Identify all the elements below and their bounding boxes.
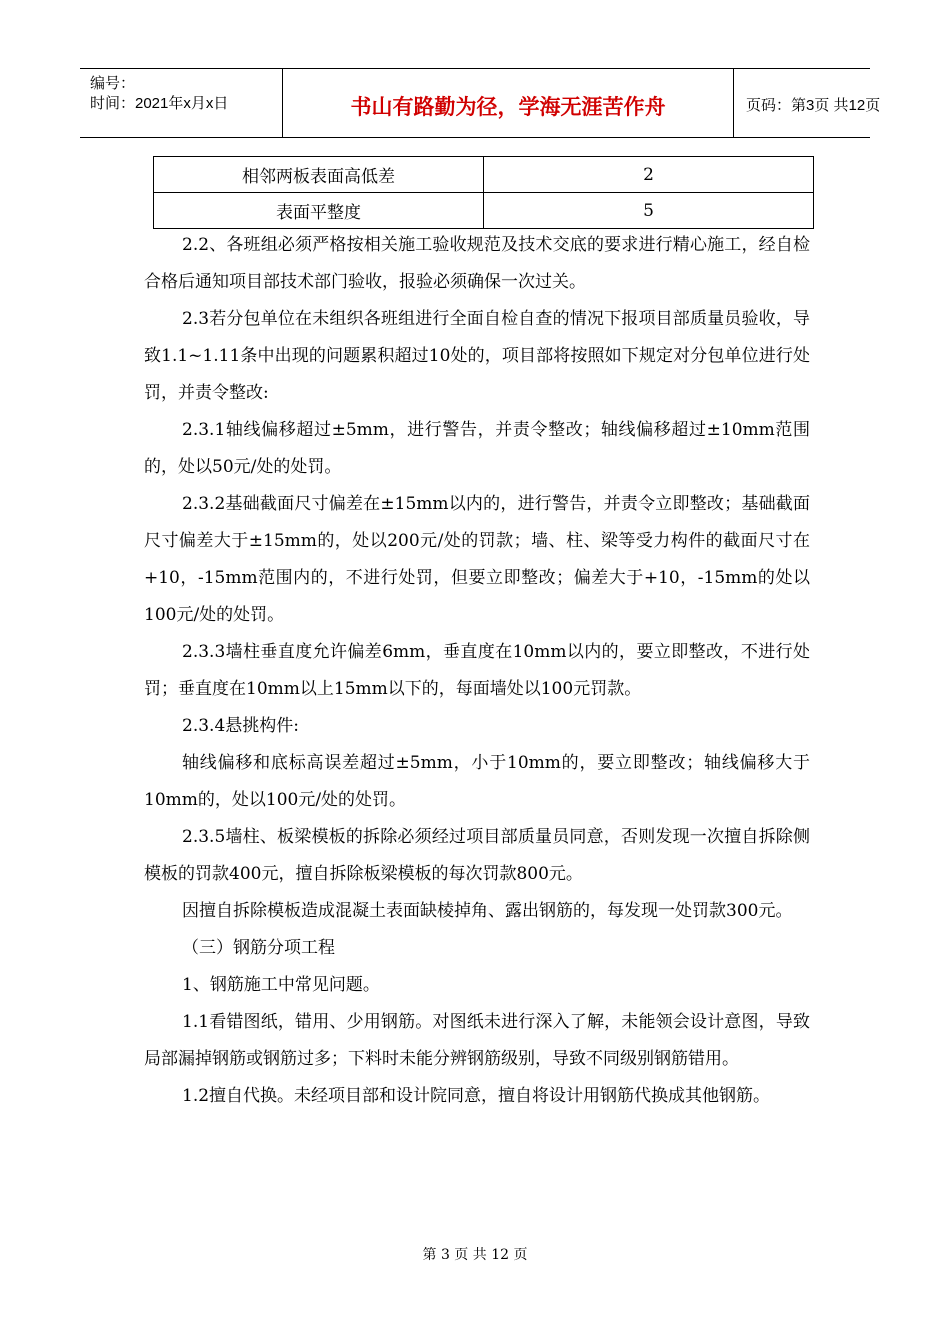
paragraph: 1、钢筋施工中常见问题。: [182, 975, 380, 995]
table-cell-value: 2: [484, 157, 814, 193]
document-body: [144, 227, 810, 1115]
document-date: 时间：2021年x月x日: [90, 95, 229, 112]
paragraph: 2.3.5墙柱、板梁模板的拆除必须经过项目部质量员同意，否则发现一次擅自拆除侧模板的罚款400元，擅自拆除板梁模板的每次罚款800元。: [144, 827, 810, 884]
paragraph: 2.2、各班组必须严格按相关施工验收规范及技术交底的要求进行精心施工，经自检合格后通知项目部技术部门验收，报验必须确保一次过关。: [144, 235, 810, 292]
table-cell-item: 相邻两板表面高低差: [154, 157, 484, 193]
table-row: [154, 193, 814, 229]
paragraph: 2.3若分包单位在未组织各班组进行全面自检自查的情况下报项目部质量员验收，导致1.1~1.11条中出现的问题累积超过10处的，项目部将按照如下规定对分包单位进行处罚，并责令整改:: [144, 309, 810, 403]
header-page-info: 页码：第3页 共12页: [746, 97, 881, 114]
paragraph: 因擅自拆除模板造成混凝土表面缺棱掉角、露出钢筋的，每发现一处罚款300元。: [182, 901, 793, 921]
table-row: [154, 157, 814, 193]
paragraph: 2.3.3墙柱垂直度允许偏差6mm，垂直度在10mm以内的，要立即整改，不进行处罚；垂直度在10mm以上15mm以下的，每面墙处以100元罚款。: [144, 642, 810, 699]
document-number-label: 编号：: [90, 75, 136, 92]
table-cell-value: 5: [484, 193, 814, 229]
tolerance-table: [153, 156, 814, 229]
paragraph: 2.3.2基础截面尺寸偏差在±15mm以内的，进行警告，并责令立即整改；基础截面尺寸偏差大于±15mm的，处以200元/处的罚款；墙、柱、梁等受力构件的截面尺寸在+10，-15mm范围内的，不进行处罚，但要立即整改；偏差大于+10，-15mm的处以100元/处的处罚。: [144, 494, 810, 625]
page-footer: 第 3 页 共 12 页: [422, 1247, 528, 1263]
header-left-cell: [80, 69, 282, 137]
paragraph: 2.3.4悬挑构件:: [182, 716, 299, 736]
header-center-cell: [282, 69, 734, 137]
paragraph: 1.2擅自代换。未经项目部和设计院同意，擅自将设计用钢筋代换成其他钢筋。: [182, 1086, 771, 1106]
header-right-cell: [734, 69, 881, 137]
paragraph: 轴线偏移和底标高误差超过±5mm，小于10mm的，要立即整改；轴线偏移大于10mm的，处以100元/处的处罚。: [144, 753, 810, 810]
section-heading: （三）钢筋分项工程: [182, 938, 335, 958]
header-motto: 书山有路勤为径，学海无涯苦作舟: [350, 95, 666, 119]
page-header: [80, 68, 881, 138]
paragraph: 1.1看错图纸，错用、少用钢筋。对图纸未进行深入了解，未能领会设计意图，导致局部漏掉钢筋或钢筋过多；下料时未能分辨钢筋级别，导致不同级别钢筋错用。: [144, 1012, 810, 1069]
table-cell-item: 表面平整度: [154, 193, 484, 229]
paragraph: 2.3.1轴线偏移超过±5mm，进行警告，并责令整改；轴线偏移超过±10mm范围的，处以50元/处的处罚。: [144, 420, 810, 477]
